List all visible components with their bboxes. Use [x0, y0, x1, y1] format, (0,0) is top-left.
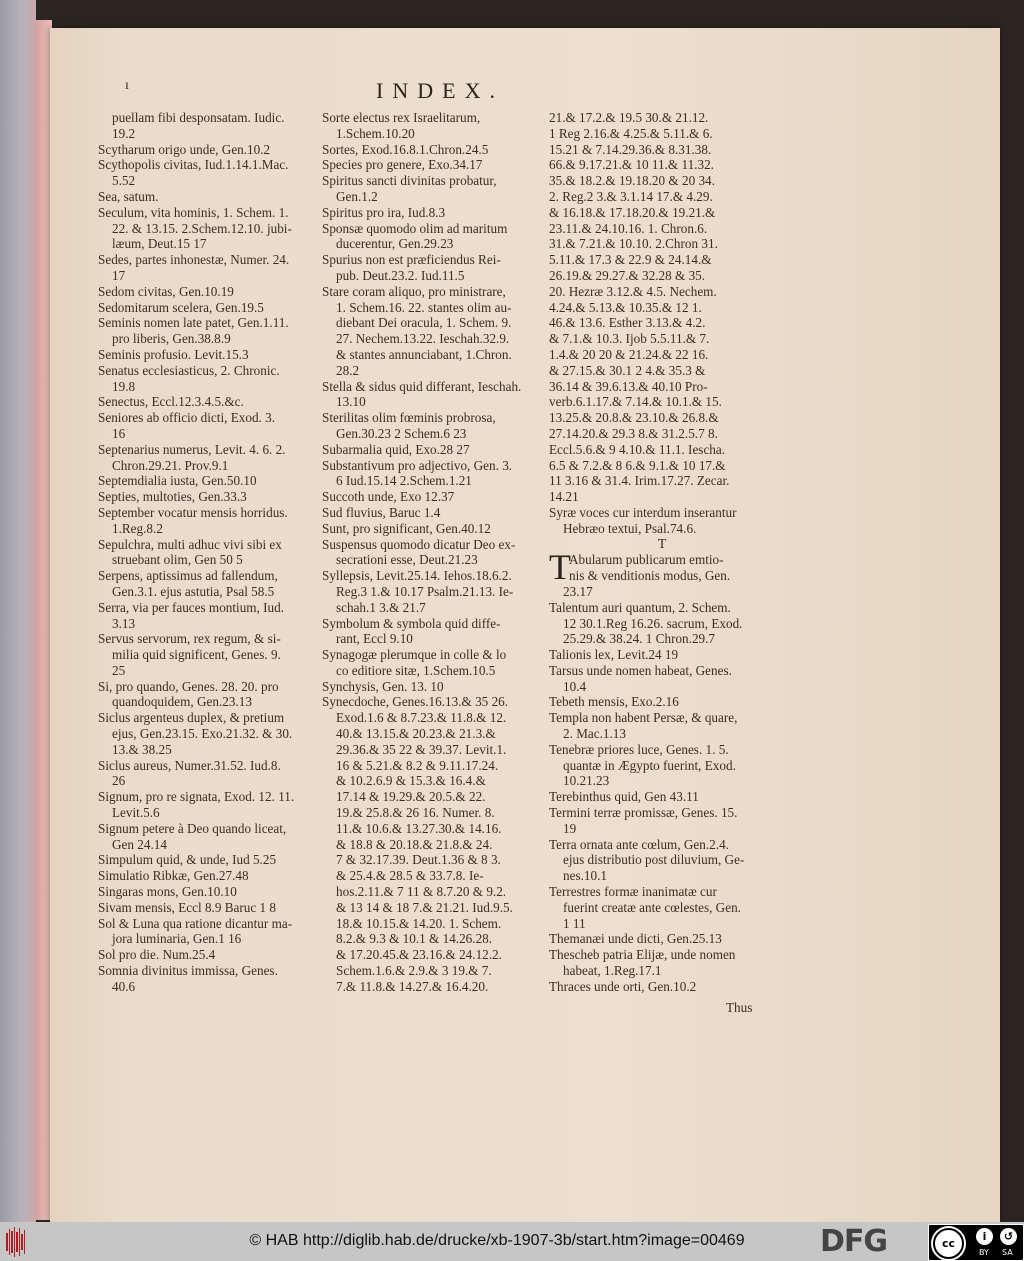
entry-headword-line: Sea, satum.: [98, 188, 159, 204]
entry-continuation-line: Gen.3.1. ejus astutia, Psal 58.5: [112, 583, 275, 599]
entry-headword-line: Subarmalia quid, Exo.28 27: [322, 441, 470, 457]
entry-continuation-line: Levit.5.6: [112, 805, 160, 821]
entry-headword-line: Terebinthus quid, Gen 43.11: [549, 789, 699, 805]
entry-headword-line: Sorte electus rex Israelitarum,: [322, 110, 481, 125]
page-title: INDEX.: [376, 78, 504, 103]
entry-headword-line: Senatus ecclesiasticus, 2. Chronic.: [98, 362, 280, 378]
index-entry: [322, 568, 548, 615]
entry-headword-line: Scytharum origo unde, Gen.10.2: [98, 141, 271, 157]
entry-continuation-line: Exod.1.6 & 8.7.23.& 11.8.& 12.: [336, 710, 507, 726]
entry-continuation-line: & 25.4.& 28.5 & 33.7.8. Ie-: [336, 868, 484, 884]
entry-headword-line: Spiritus pro ira, Iud.8.3: [322, 204, 446, 220]
index-entry: [98, 142, 324, 158]
entry-headword-line: Signum petere à Deo quando liceat,: [98, 820, 287, 836]
cc-license-badge[interactable]: [928, 1224, 1024, 1261]
entry-headword-line: Seniores ab officio dicti, Exod. 3.: [98, 410, 276, 426]
continued-entry-line: 1 Reg 2.16.& 4.25.& 5.11.& 6.: [549, 125, 713, 141]
entry-continuation-line: ejus, Gen.23.15. Exo.21.32. & 30.: [112, 726, 293, 742]
index-entry: [98, 189, 324, 205]
continued-entry-line: 4.24.& 5.13.& 10.35.& 12 1.: [549, 299, 702, 315]
entry-headword-line: Spiritus sancti divinitas probatur,: [322, 173, 497, 189]
index-entry: [549, 710, 775, 742]
index-entry: [98, 631, 324, 678]
index-entry: [549, 837, 775, 884]
entry-headword-line: Stella & sidus quid differant, Ieschah.: [322, 378, 522, 394]
index-entry: [322, 458, 548, 490]
entry-continuation-line: quandoquidem, Gen.23.13: [112, 694, 252, 710]
entry-continuation-line: 5.52: [112, 173, 136, 189]
entry-continuation-line: 26: [112, 773, 126, 789]
entry-continuation-line: secrationi esse, Deut.21.23: [336, 552, 478, 568]
continued-entry-line: & 16.18.& 17.18.20.& 19.21.&: [549, 204, 716, 220]
entry-continuation-line: ducerentur, Gen.29.23: [336, 236, 454, 252]
index-entry: [549, 979, 775, 995]
index-entry: [322, 221, 548, 253]
entry-headword-line: Sepulchra, multi adhuc vivi sibi ex: [98, 536, 282, 552]
entry-continuation-line: 1. Schem.16. 22. stantes olim au-: [336, 299, 512, 315]
continued-entry-line: 27.14.20.& 29.3 8.& 31.2.5.7 8.: [549, 425, 718, 441]
entry-headword-line: Thraces unde orti, Gen.10.2: [549, 978, 697, 994]
index-entry: [549, 505, 775, 537]
entry-headword-line: Sunt, pro significant, Gen.40.12: [322, 520, 491, 536]
index-entry: [322, 157, 548, 173]
entry-headword-line: Serpens, aptissimus ad fallendum,: [98, 568, 278, 584]
entry-continuation-line: nes.10.1: [563, 868, 607, 884]
index-entry: [98, 252, 324, 284]
dfg-logo[interactable]: DFG: [820, 1224, 888, 1259]
entry-headword-line: Si, pro quando, Genes. 28. 20. pro: [98, 678, 279, 694]
entry-continuation-line: læum, Deut.15 17: [112, 236, 207, 252]
entry-continuation-line: & 17.20.45.& 23.16.& 24.12.2.: [336, 947, 502, 963]
entry-continuation-line: 18.& 10.15.& 14.20. 1. Schem.: [336, 915, 502, 931]
entry-continuation-line: 1.Schem.10.20: [336, 125, 415, 141]
entry-headword-line: Terra ornata ante cœlum, Gen.2.4.: [549, 836, 729, 852]
entry-continuation-line: 1 11: [563, 915, 586, 931]
entry-headword-line: Spurius non est præficiendus Rei-: [322, 252, 501, 268]
entry-continuation-line: & 10.2.6.9 & 15.3.& 16.4.&: [336, 773, 486, 789]
index-entry: [98, 852, 324, 868]
entry-headword-line: Simulatio Ribkæ, Gen.27.48: [98, 868, 249, 884]
index-entry: [98, 710, 324, 757]
continued-entry-line: 15.21 & 7.14.29.36.& 8.31.38.: [549, 141, 712, 157]
entry-continuation-line: 1.Reg.8.2: [112, 520, 163, 536]
continued-entry-line: puellam fibi desponsatam. Iudic.: [112, 110, 285, 125]
entry-line: Abularum publicarum emtio-: [569, 552, 724, 568]
index-entry: [98, 205, 324, 252]
entry-headword-line: Templa non habent Persæ, & quare,: [549, 710, 738, 726]
continued-entry-line: Eccl.5.6.& 9 4.10.& 11.1. Ieschа.: [549, 441, 726, 457]
entry-headword-line: Succoth unde, Exo 12.37: [322, 489, 455, 505]
index-entry: [549, 884, 775, 931]
index-entry: [322, 142, 548, 158]
entry-headword-line: Sud fluvius, Baruc 1.4: [322, 504, 441, 520]
index-entry: [98, 473, 324, 489]
entry-headword-line: Symbolum & symbola quid diffe-: [322, 615, 501, 631]
entry-headword-line: Substantivum pro adjectivo, Gen. 3.: [322, 457, 513, 473]
entry-continuation-line: 2. Mac.1.13: [563, 726, 626, 742]
entry-headword-line: Sponsæ quomodo olim ad maritum: [322, 220, 508, 236]
entry-headword-line: Sedes, partes inhonestæ, Numer. 24.: [98, 252, 290, 268]
index-entry: [322, 647, 548, 679]
entry-headword-line: Termini terræ promissæ, Genes. 15.: [549, 805, 738, 821]
entry-continuation-line: & 13 14 & 18 7.& 21.21. Iud.9.5.: [336, 899, 513, 915]
entry-continuation-line: 22. & 13.15. 2.Schem.12.10. jubi-: [112, 220, 292, 236]
continued-entry-line: 19.2: [112, 125, 136, 141]
index-column-3: [549, 110, 775, 995]
entry-continuation-line: 16 & 5.21.& 8.2 & 9.11.17.24.: [336, 757, 499, 773]
index-entry: [98, 679, 324, 711]
index-entry: [98, 489, 324, 505]
book-edge: [0, 0, 36, 1222]
entry-continuation-line: 19.& 25.8.& 26 16. Numer. 8.: [336, 805, 495, 821]
index-entry: [98, 347, 324, 363]
entry-headword-line: Seminis nomen late patet, Gen.1.11.: [98, 315, 289, 331]
entry-continuation-line: Gen.30.23 2 Schem.6 23: [336, 425, 467, 441]
index-entry: [98, 363, 324, 395]
index-entry: [322, 205, 548, 221]
index-entry: [549, 931, 775, 947]
entry-continuation-line: 17: [112, 267, 126, 283]
index-entry: [98, 821, 324, 853]
entry-headword-line: Septies, multoties, Gen.33.3: [98, 489, 247, 505]
entry-continuation-line: 40.6: [112, 978, 136, 994]
index-entry: [322, 252, 548, 284]
continued-entry-line: 20. Hezræ 3.12.& 4.5. Nechem.: [549, 283, 717, 299]
index-entry: [322, 537, 548, 569]
entry-continuation-line: habeat, 1.Reg.17.1: [563, 963, 662, 979]
index-entry: [322, 284, 548, 379]
continued-entry-line: 11 3.16 & 31.4. Irim.17.27. Zecar.: [549, 473, 730, 489]
index-entry: [98, 600, 324, 632]
index-entry: [549, 789, 775, 805]
share-alike-icon: ↺: [1000, 1228, 1017, 1245]
index-entry: [98, 963, 324, 995]
entry-continuation-line: 7.& 11.8.& 14.27.& 16.4.20.: [336, 978, 489, 994]
entry-continuation-line: 10.21.23: [563, 773, 610, 789]
index-entry: [322, 521, 548, 537]
entry-line: 23.17: [563, 583, 593, 599]
entry-continuation-line: co editiore sitæ, 1.Schem.10.5: [336, 662, 496, 678]
entry-continuation-line: Gen.1.2: [336, 188, 378, 204]
continued-entry-line: 14.21: [549, 489, 579, 505]
continued-entry-line: 31.& 7.21.& 10.10. 2.Chron 31.: [549, 236, 718, 252]
entry-continuation-line: 29.36.& 35 22 & 39.37. Levit.1.: [336, 741, 507, 757]
index-entry: [322, 489, 548, 505]
entry-headword-line: Septemdialia iusta, Gen.50.10: [98, 473, 257, 489]
entry-continuation-line: 40.& 13.15.& 20.23.& 21.3.&: [336, 726, 496, 742]
entry-headword-line: Thescheb patria Elijæ, unde nomen: [549, 947, 736, 963]
index-entry: [98, 410, 324, 442]
entry-continuation-line: 11.& 10.6.& 13.27.30.& 14.16.: [336, 820, 502, 836]
continued-entry-line: & 7.1.& 10.3. Ijob 5.5.11.& 7.: [549, 331, 710, 347]
entry-headword-line: Talentum auri quantum, 2. Schem.: [549, 599, 731, 615]
index-entry: [98, 868, 324, 884]
continued-entry-line: 36.14 & 39.6.13.& 40.10 Pro-: [549, 378, 708, 394]
index-entry: [98, 300, 324, 316]
index-entry: [549, 742, 775, 789]
entry-headword-line: Species pro genere, Exo.34.17: [322, 157, 483, 173]
entry-continuation-line: 13.10: [336, 394, 366, 410]
entry-continuation-line: schah.1 3.& 21.7: [336, 599, 426, 615]
index-entry: [98, 947, 324, 963]
entry-headword-line: Sol pro die. Num.25.4: [98, 947, 216, 963]
entry-continuation-line: 7 & 32.17.39. Deut.1.36 & 8 3.: [336, 852, 501, 868]
index-entry: [98, 315, 324, 347]
index-column-2: [322, 110, 548, 995]
index-entry: [549, 947, 775, 979]
index-entry: [98, 505, 324, 537]
entry-continuation-line: 19: [563, 820, 577, 836]
entry-headword-line: Simpulum quid, & unde, Iud 5.25: [98, 852, 277, 868]
entry-continuation-line: 6 Iud.15.14 2.Schem.1.21: [336, 473, 472, 489]
entry-continuation-line: Chron.29.21. Prov.9.1: [112, 457, 229, 473]
index-entry: [98, 789, 324, 821]
entry-headword-line: Seminis profusio. Levit.15.3: [98, 346, 249, 362]
entry-continuation-line: jora luminaria, Gen.1 16: [112, 931, 242, 947]
continued-entry-line: 13.25.& 20.8.& 23.10.& 26.8.&: [549, 410, 719, 426]
continued-entry-line: verb.6.1.17.& 7.14.& 10.1.& 15.: [549, 394, 722, 410]
continued-entry-line: 23.11.& 24.10.16. 1. Chron.6.: [549, 220, 708, 236]
section-letter-heading: T: [657, 536, 667, 552]
index-entry: [322, 442, 548, 458]
entry-headword-line: Signum, pro re signata, Exod. 12. 11.: [98, 789, 295, 805]
entry-continuation-line: struebant olim, Gen 50 5: [112, 552, 243, 568]
entry-continuation-line: 17.14 & 19.29.& 20.5.& 22.: [336, 789, 486, 805]
index-entry: [549, 805, 775, 837]
entry-headword-line: Serra, via per fauces montium, Iud.: [98, 599, 285, 615]
continued-entry-line: 5.11.& 17.3 & 22.9 & 24.14.&: [549, 252, 712, 268]
index-entry: [98, 884, 324, 900]
index-entry: [322, 616, 548, 648]
entry-headword-line: Scythopolis civitas, Iud.1.14.1.Mac.: [98, 157, 289, 173]
index-entry: [322, 694, 548, 994]
entry-headword-line: Singaras mons, Gen.10.10: [98, 884, 237, 900]
entry-headword-line: Sterilitas olim fœminis probrosa,: [322, 410, 496, 426]
continued-entry-line: 35.& 18.2.& 19.18.20 & 20 34.: [549, 173, 715, 189]
drop-capital: T: [549, 547, 571, 588]
index-entry: [322, 505, 548, 521]
entry-continuation-line: pro liberis, Gen.38.8.9: [112, 331, 231, 347]
entry-headword-line: Sol & Luna qua ratione dicantur ma-: [98, 915, 293, 931]
entry-headword-line: Syræ voces cur interdum inserantur: [549, 504, 737, 520]
entry-headword-line: September vocatur mensis horridus.: [98, 504, 288, 520]
entry-continuation-line: diebant Dei oracula, 1. Schem. 9.: [336, 315, 512, 331]
index-entry: [322, 173, 548, 205]
entry-headword-line: Tarsus unde nomen habeat, Genes.: [549, 662, 732, 678]
entry-headword-line: Themanæi unde dicti, Gen.25.13: [549, 931, 722, 947]
index-entry: [98, 157, 324, 189]
entry-continuation-line: 13.& 38.25: [112, 741, 172, 757]
entry-continuation-line: ejus distributio post diluvium, Ge-: [563, 852, 745, 868]
cc-icon: cc: [933, 1228, 964, 1259]
entry-headword-line: Sedomitarum scelera, Gen.19.5: [98, 299, 264, 315]
index-entry: [549, 600, 775, 647]
entry-continuation-line: quantæ in Ægypto fuerint, Exod.: [563, 757, 736, 773]
footer-bar: [0, 1222, 1024, 1261]
continued-entry-line: 66.& 9.17.21.& 10 11.& 11.32.: [549, 157, 714, 173]
by-label: BY: [979, 1248, 989, 1257]
entry-headword-line: Somnia divinitus immissa, Genes.: [98, 963, 278, 979]
entry-continuation-line: 3.13: [112, 615, 136, 631]
entry-continuation-line: Gen 24.14: [112, 836, 167, 852]
entry-headword-line: Suspensus quomodo dicatur Deo ex-: [322, 536, 516, 552]
entry-line: nis & venditionis modus, Gen.: [569, 568, 731, 584]
copyright-link[interactable]: © HAB http://diglib.hab.de/drucke/xb-1907-3b/start.htm?image=00469: [249, 1232, 745, 1249]
index-entry: [322, 679, 548, 695]
entry-headword-line: Synecdoche, Genes.16.13.& 35 26.: [322, 694, 509, 710]
entry-continuation-line: rant, Eccl 9.10: [336, 631, 413, 647]
index-entry: [549, 694, 775, 710]
entry-headword-line: Seculum, vita hominis, 1. Schem. 1.: [98, 204, 289, 220]
entry-headword-line: Talionis lex, Levit.24 19: [549, 647, 679, 663]
entry-continuation-line: 19.8: [112, 378, 136, 394]
entry-continuation-line: & 18.8 & 20.18.& 21.8.& 24.: [336, 836, 493, 852]
entry-headword-line: Servus servorum, rex regum, & si-: [98, 631, 281, 647]
index-entry: [322, 410, 548, 442]
index-entry: [98, 442, 324, 474]
entry-continuation-line: 12 30.1.Reg 16.26. sacrum, Exod.: [563, 615, 743, 631]
entry-continuation-line: & stantes annunciabant, 1.Chron.: [336, 346, 512, 362]
entry-continuation-line: 8.2.& 9.3 & 10.1 & 14.26.28.: [336, 931, 493, 947]
entry-headword-line: Senectus, Eccl.12.3.4.5.&c.: [98, 394, 244, 410]
entry-continuation-line: milia quid significent, Genes. 9.: [112, 647, 281, 663]
entry-headword-line: Septenarius numerus, Levit. 4. 6. 2.: [98, 441, 286, 457]
index-entry: [549, 663, 775, 695]
continued-entry-line: 26.19.& 29.27.& 32.28 & 35.: [549, 267, 706, 283]
continued-entry-line: 1.4.& 20 20 & 21.24.& 22 16.: [549, 346, 709, 362]
entry-continuation-line: fuerint creatæ ante cœlestes, Gen.: [563, 899, 741, 915]
entry-continuation-line: 25.29.& 38.24. 1 Chron.29.7: [563, 631, 716, 647]
entry-headword-line: Stare coram aliquo, pro ministrare,: [322, 283, 506, 299]
index-entry: [98, 916, 324, 948]
index-entry: [98, 394, 324, 410]
index-entry: [322, 110, 548, 142]
entry-headword-line: Terrestres formæ inanimatæ cur: [549, 884, 717, 900]
entry-continuation-line: pub. Deut.23.2. Iud.11.5: [336, 267, 465, 283]
entry-headword-line: Sortes, Exod.16.8.1.Chron.24.5: [322, 141, 489, 157]
entry-continuation-line: hos.2.11.& 7 11 & 8.7.20 & 9.2.: [336, 884, 507, 900]
entry-headword-line: Sivam mensis, Eccl 8.9 Baruc 1 8: [98, 899, 276, 915]
continued-entry-line: 46.& 13.6. Esther 3.13.& 4.2.: [549, 315, 706, 331]
entry-continuation-line: Reg.3 1.& 10.17 Psalm.21.13. Ie-: [336, 583, 514, 599]
continued-entry-line: 2. Reg.2 3.& 3.1.14 17.& 4.29.: [549, 188, 713, 204]
index-entry: [98, 537, 324, 569]
continued-entry-line: & 27.15.& 30.1 2 4.& 35.3 &: [549, 362, 706, 378]
index-entry: [98, 758, 324, 790]
index-entry: [549, 647, 775, 663]
entry-continuation-line: 25: [112, 662, 126, 678]
entry-headword-line: Tebeth mensis, Exo.2.16: [549, 694, 679, 710]
entry-headword-line: Tenebræ priores luce, Genes. 1. 5.: [549, 741, 729, 757]
entry-continuation-line: Schem.1.6.& 2.9.& 3 19.& 7.: [336, 963, 492, 979]
index-entry: [322, 379, 548, 411]
continued-entry-line: 21.& 17.2.& 19.5 30.& 21.12.: [549, 110, 709, 125]
entry-headword-line: Synagogæ plerumque in colle & lo: [322, 647, 507, 663]
sa-label: SA: [1002, 1248, 1013, 1257]
entry-continuation-line: Hebræo textui, Psal.74.6.: [563, 520, 697, 536]
index-entry: [98, 900, 324, 916]
attribution-icon: i: [976, 1228, 993, 1245]
catchword: Thus: [726, 1000, 753, 1015]
entry-continuation-line: 16: [112, 425, 126, 441]
index-entry: [98, 284, 324, 300]
entry-continuation-line: 27. Nechem.13.22. Ieschah.32.9.: [336, 331, 510, 347]
entry-continuation-line: 10.4: [563, 678, 587, 694]
entry-headword-line: Syllepsis, Levit.25.14. Iehos.18.6.2.: [322, 568, 512, 584]
signature-mark: ı: [125, 78, 129, 93]
entry-continuation-line: 28.2: [336, 362, 360, 378]
entry-headword-line: Synchysis, Gen. 13. 10: [322, 678, 444, 694]
entry-headword-line: Siclus aureus, Numer.31.52. Iud.8.: [98, 757, 281, 773]
entry-headword-line: Sedom civitas, Gen.10.19: [98, 283, 234, 299]
continued-entry-line: 6.5 & 7.2.& 8 6.& 9.1.& 10 17.&: [549, 457, 726, 473]
entry-headword-line: Siclus argenteus duplex, & pretium: [98, 710, 285, 726]
index-column-1: [98, 110, 324, 995]
index-entry: [98, 568, 324, 600]
index-entry: [549, 547, 775, 599]
